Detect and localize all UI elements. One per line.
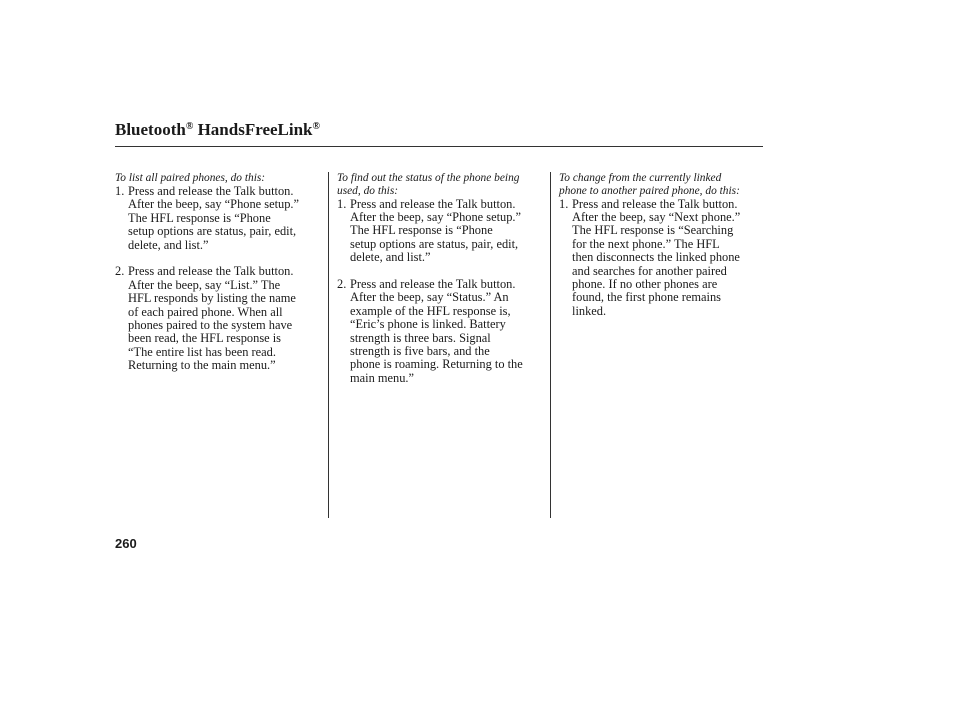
title-text-2: HandsFreeLink [193,120,313,139]
column-change-phone [559,172,769,318]
column-list-phones [115,172,327,373]
step-number: 1. [559,196,569,211]
step-text: Press and release the Talk button. After the beep, say “List.” The HFL responds by listing the name of each paired phone. When all phones paired to the system have been read, the HFL response is “The entire list has been read. Returning to the main menu.” [128,264,296,373]
column-intro: To list all paired phones, do this: [115,172,266,184]
registered-mark-2: ® [312,121,320,132]
title-rule [115,146,763,147]
step [115,265,327,372]
step-text: Press and release the Talk button. After the beep, say “Phone setup.” The HFL response is “Phone setup options are status, pair, edit, delete, and list.” [350,196,522,265]
page-number: 260 [115,536,137,551]
step [337,278,547,385]
column-phone-status [337,172,547,385]
step [337,198,547,265]
step-number: 2. [115,264,125,279]
step-text: Press and release the Talk button. After the beep, say “Phone setup.” The HFL response is “Phone setup options are status, pair, edit, delete, and list.” [128,183,300,252]
column-divider [550,172,551,518]
step-text: Press and release the Talk button. After the beep, say “Status.” An example of the HFL response is, “Eric’s phone is linked. Battery strength is three bars. Signal strength is five bars, and the phone is roaming. Returning to the main menu.” [350,277,523,385]
step-text: Press and release the Talk button. After the beep, say “Next phone.” The HFL response is “Searching for the next phone.” The HFL then disconnects the linked phone and searches for another paired phone. If no other phones are found, the first phone remains linked. [572,196,741,318]
column-intro: To find out the status of the phone being used, do this: [337,172,520,197]
column-intro: To change from the currently linked phone to another paired phone, do this: [559,172,740,197]
step-number: 1. [115,183,125,198]
title-text: Bluetooth [115,120,186,139]
registered-mark: ® [185,121,194,132]
step-number: 1. [337,196,347,211]
step [559,198,769,319]
step-number: 2. [337,277,347,291]
page-title [115,120,320,140]
step [115,185,327,252]
column-divider [328,172,329,518]
